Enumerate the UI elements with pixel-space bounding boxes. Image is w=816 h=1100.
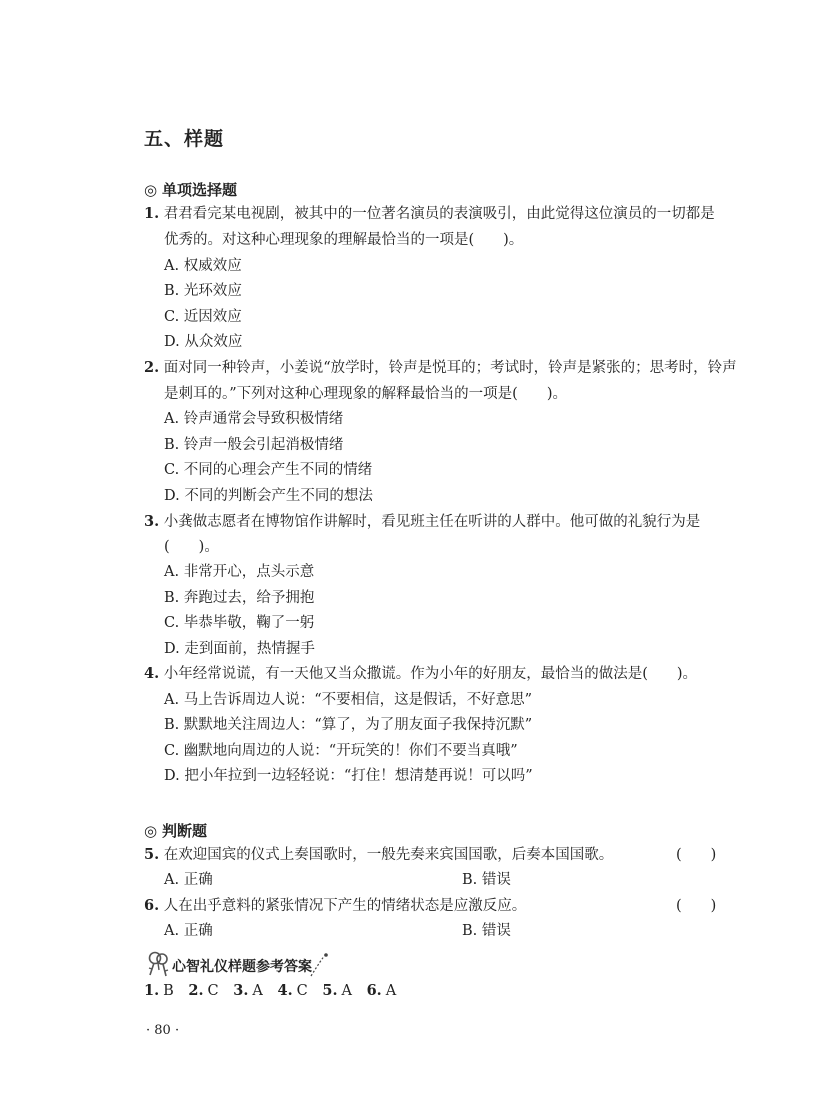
answer-value: A [252,983,263,999]
option-4d: D. 把小年拉到一边轻轻说：“打住！想清楚再说！可以吗” [164,768,533,784]
option-3c: C. 毕恭毕敬，鞠了一躬 [164,615,315,631]
question-6-line [144,896,526,916]
section-title: 判断题 [162,822,208,840]
option-2b: B. 铃声一般会引起消极情绪 [164,437,344,453]
question-number: 5. [144,846,160,863]
option-2d: D. 不同的判断会产生不同的想法 [164,488,373,504]
question-number: 2. [144,359,160,376]
question-2-line-1 [144,358,737,378]
answer-value: C [207,983,219,999]
section-bullet-icon: ◎ [144,822,158,840]
option-1d: D. 从众效应 [164,334,243,350]
page-number: · 80 · [146,1023,180,1038]
question-1-line-2: 优秀的。对这种心理现象的理解最恰当的一项是( )。 [164,232,524,248]
answer-value: C [296,983,308,999]
option-1a: A. 权威效应 [164,258,242,274]
question-number: 3. [144,513,160,530]
question-1-line-1 [144,204,715,224]
question-3-line-2: ( )。 [164,539,219,555]
option-6b: B. 错误 [462,923,511,939]
option-2c: C. 不同的心理会产生不同的情绪 [164,462,373,478]
question-number: 6. [144,897,160,914]
question-stem: 小年经常说谎，有一天他又当众撒谎。作为小年的好朋友，最恰当的做法是( )。 [163,666,698,682]
question-stem: 在欢迎国宾的仪式上奏国歌时，一般先奏来宾国国歌，后奏本国国歌。 [163,847,614,863]
answer-value: A [341,983,352,999]
question-stem: 小龚做志愿者在博物馆作讲解时，看见班主任在听讲的人群中。他可做的礼貌行为是 [163,514,701,530]
answer-key-title: 心智礼仪样题参考答案 [172,959,312,975]
section-judgement [144,820,207,841]
answer-number: 5. [322,982,338,999]
option-4b: B. 默默地关注周边人：“算了，为了朋友面子我保持沉默” [164,717,533,733]
answer-number: 4. [277,982,293,999]
question-2-line-2: 是刺耳的。”下列对这种心理现象的解释最恰当的一项是( )。 [164,386,567,402]
option-5b: B. 错误 [462,872,511,888]
answer-number: 1. [144,982,160,999]
page-heading: 五、样题 [144,128,225,150]
option-6a: A. 正确 [164,923,213,939]
question-5-line [144,845,613,865]
question-number: 1. [144,205,160,222]
answer-number: 3. [233,982,249,999]
question-number: 4. [144,665,160,682]
section-single-choice [144,179,237,200]
option-3a: A. 非常开心，点头示意 [164,564,315,580]
option-3b: B. 奔跑过去，给予拥抱 [164,590,315,606]
question-stem: 君君看完某电视剧，被其中的一位著名演员的表演吸引，由此觉得这位演员的一切都是 [163,206,715,222]
keys-icon [146,950,172,978]
option-5a: A. 正确 [164,872,213,888]
answer-number: 6. [366,982,382,999]
section-bullet-icon: ◎ [144,181,158,199]
option-4c: C. 幽默地向周边的人说：“开玩笑的！你们不要当真哦” [164,743,518,759]
question-3-line-1 [144,512,700,532]
question-4-line-1 [144,664,697,684]
answer-value: B [163,983,174,999]
answer-number: 2. [188,982,204,999]
option-4a: A. 马上告诉周边人说：“不要相信，这是假话，不好意思” [164,692,533,708]
answer-list [144,982,406,999]
option-1b: B. 光环效应 [164,283,242,299]
option-2a: A. 铃声通常会导致积极情绪 [164,411,344,427]
section-title: 单项选择题 [162,181,238,199]
question-stem: 人在出乎意料的紧张情况下产生的情绪状态是应激反应。 [163,898,527,914]
option-3d: D. 走到面前，热情握手 [164,641,315,657]
pencil-decoration-icon [308,952,330,980]
answer-value: A [385,983,397,999]
option-1c: C. 近因效应 [164,309,242,325]
question-stem: 面对同一种铃声，小姜说“放学时，铃声是悦耳的；考试时，铃声是紧张的；思考时，铃声 [163,360,737,376]
answer-blank: ( ) [676,847,717,863]
answer-blank: ( ) [676,898,717,914]
